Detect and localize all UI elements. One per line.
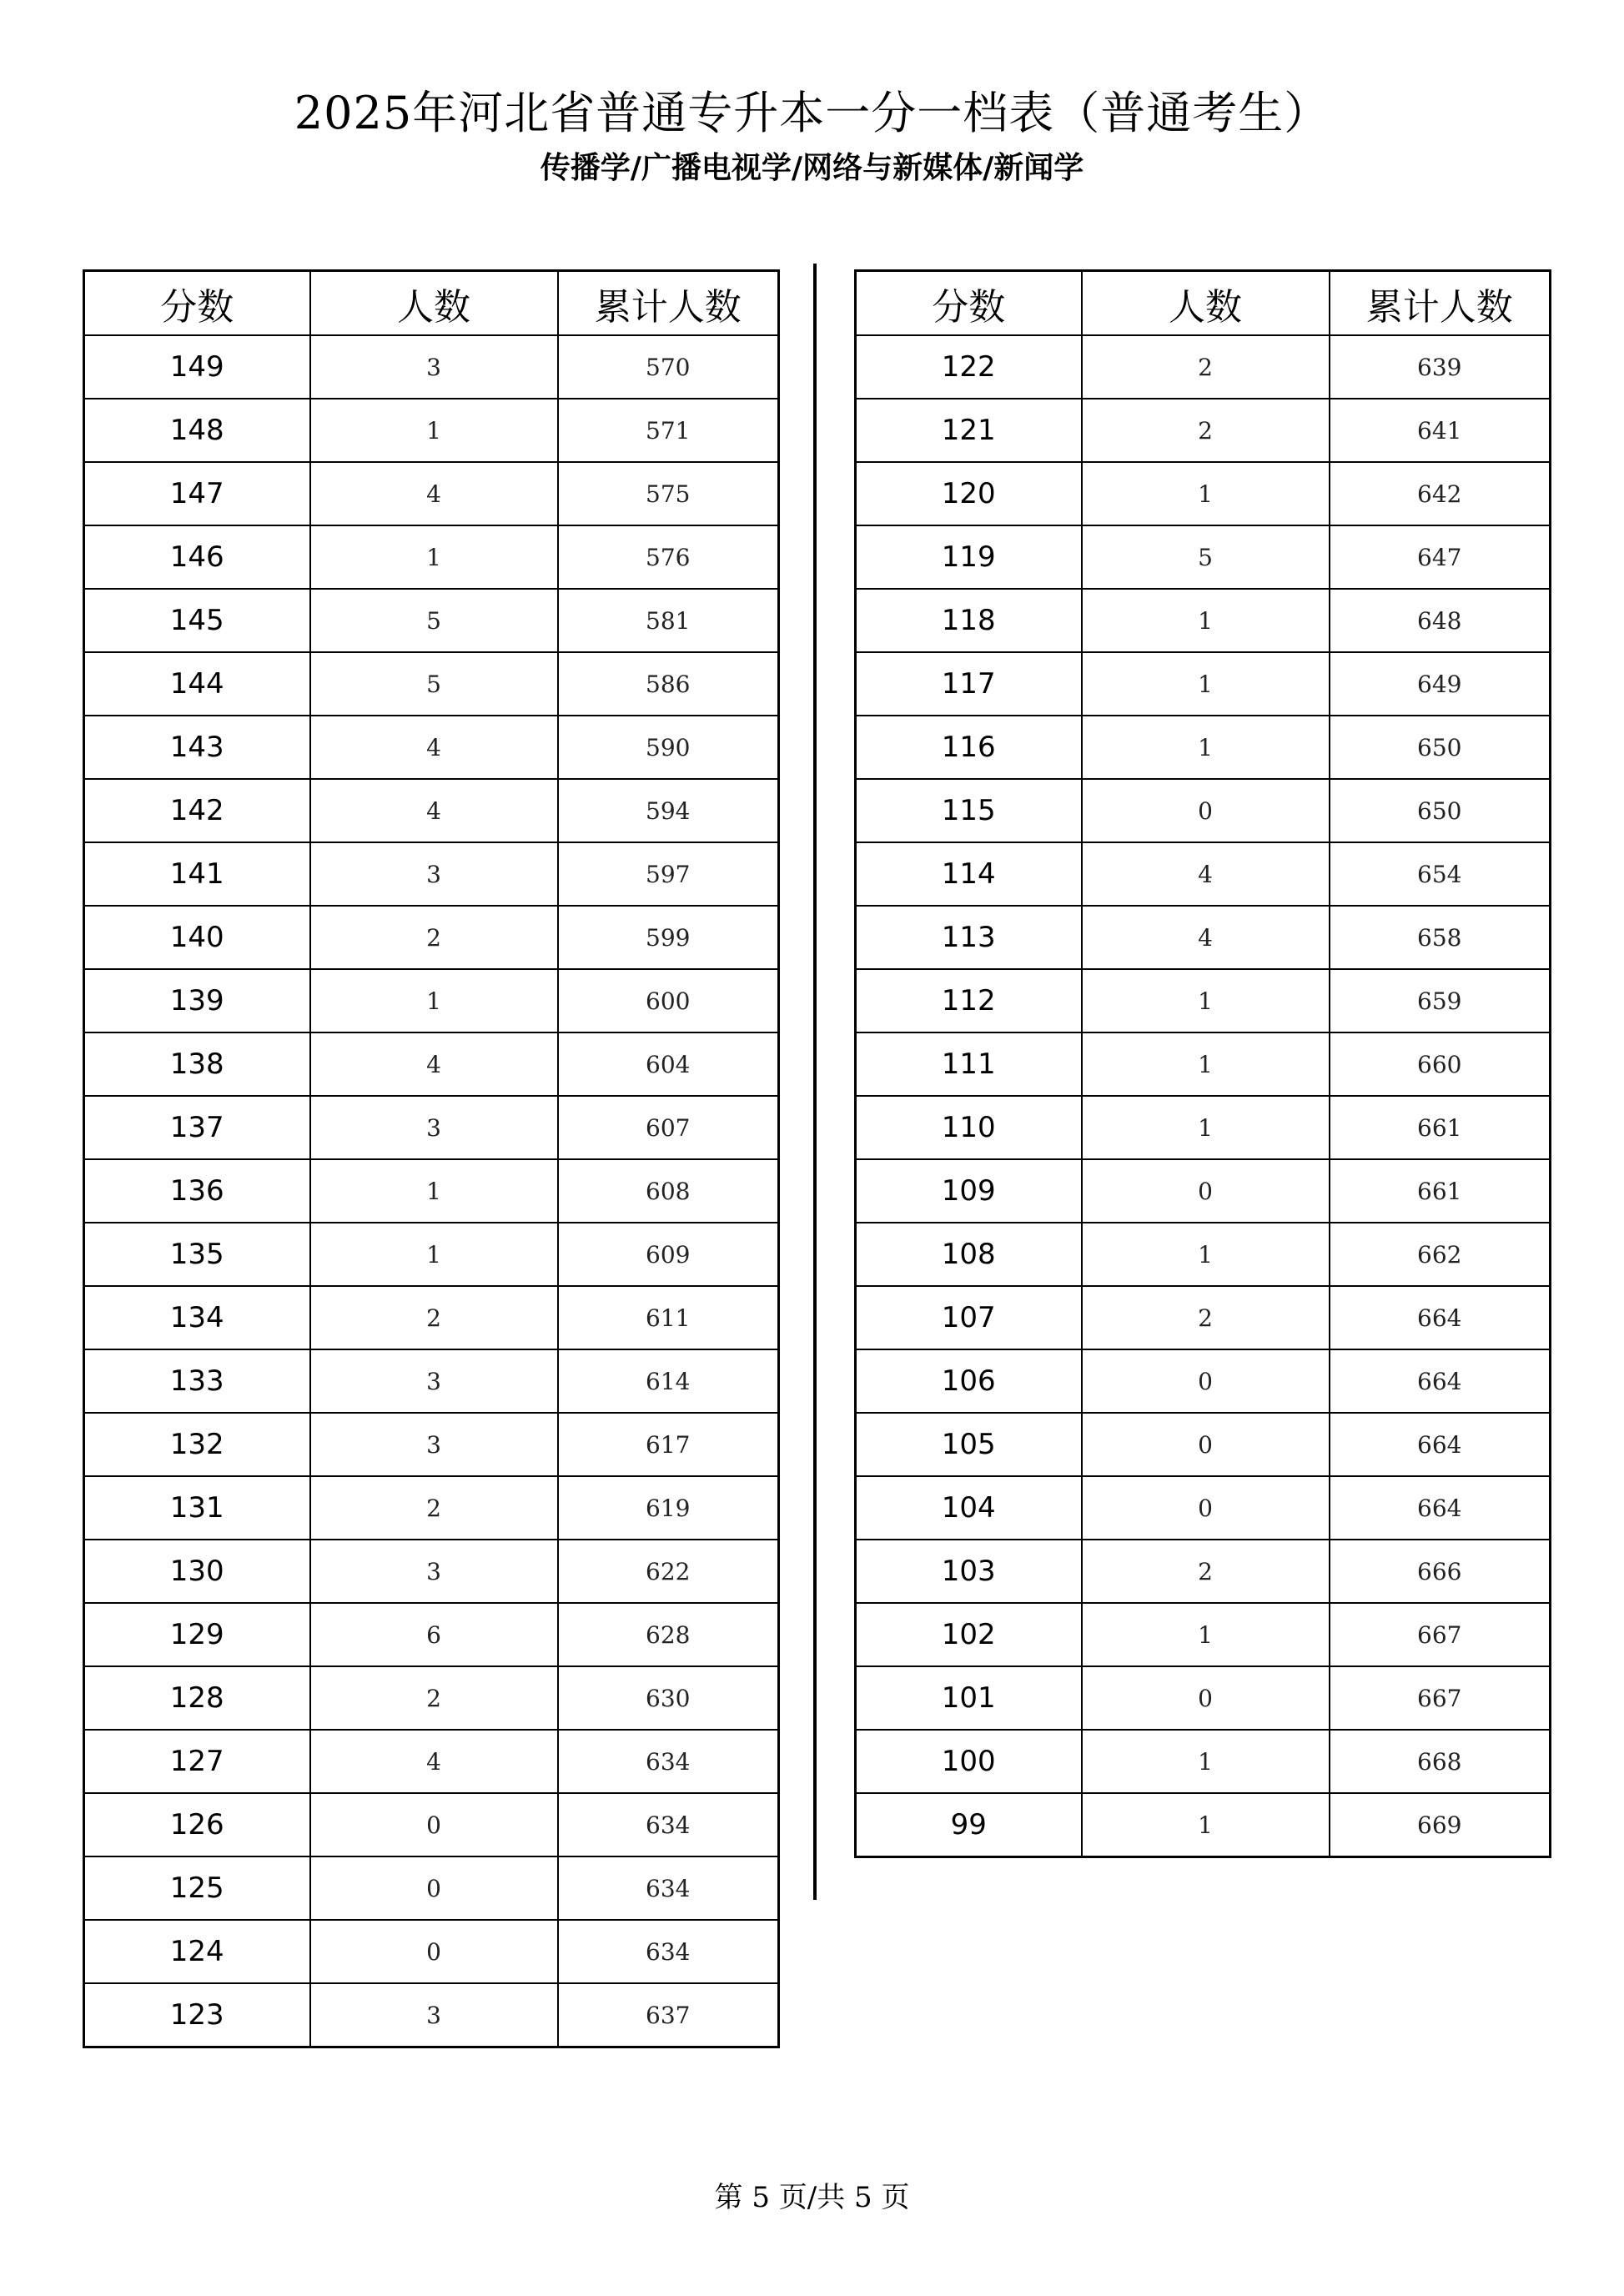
count-cell: 1 [310,525,558,589]
cumulative-cell: 634 [558,1920,779,1983]
table-row [856,1666,1551,1730]
cumulative-cell: 641 [1330,399,1551,462]
cumulative-cell: 650 [1330,779,1551,842]
table-row [84,525,779,589]
score-cell: 147 [84,462,310,525]
cumulative-cell: 664 [1330,1413,1551,1476]
score-cell: 127 [84,1730,310,1793]
cumulative-cell: 619 [558,1476,779,1540]
score-cell: 101 [856,1666,1082,1730]
score-cell: 133 [84,1349,310,1413]
table-row [856,1032,1551,1096]
score-cell: 117 [856,652,1082,716]
cumulative-cell: 654 [1330,842,1551,906]
count-cell: 1 [310,1159,558,1223]
count-cell: 3 [310,1349,558,1413]
cumulative-cell: 607 [558,1096,779,1159]
cumulative-cell: 581 [558,589,779,652]
table-row [856,1096,1551,1159]
table-body-right [856,335,1551,1857]
score-cell: 109 [856,1159,1082,1223]
score-cell: 138 [84,1032,310,1096]
table-row [84,1159,779,1223]
table-row [856,1730,1551,1793]
table-row [856,335,1551,399]
table-row [84,716,779,779]
cumulative-cell: 648 [1330,589,1551,652]
page-title: 2025年河北省普通专升本一分一档表（普通考生） [294,87,1330,139]
score-cell: 139 [84,969,310,1032]
cumulative-cell: 617 [558,1413,779,1476]
table-row [84,1540,779,1603]
table-row [856,779,1551,842]
table-row [856,1476,1551,1540]
count-cell: 2 [1082,399,1330,462]
cumulative-cell: 669 [1330,1793,1551,1857]
column-header-cumulative: 累计人数 [1330,271,1551,336]
column-divider [813,264,817,1900]
table-row [856,1413,1551,1476]
score-cell: 103 [856,1540,1082,1603]
table-row [84,969,779,1032]
table-row [84,1983,779,2047]
score-cell: 148 [84,399,310,462]
table-row [856,1223,1551,1286]
count-cell: 1 [1082,716,1330,779]
count-cell: 0 [1082,1159,1330,1223]
count-cell: 2 [310,1666,558,1730]
column-header-count: 人数 [310,271,558,336]
table-row [84,1666,779,1730]
table-row [856,842,1551,906]
score-cell: 105 [856,1413,1082,1476]
count-cell: 2 [1082,335,1330,399]
score-cell: 130 [84,1540,310,1603]
table-row [84,589,779,652]
table-row [84,1096,779,1159]
score-cell: 126 [84,1793,310,1856]
cumulative-cell: 650 [1330,716,1551,779]
cumulative-cell: 667 [1330,1603,1551,1666]
score-cell: 135 [84,1223,310,1286]
cumulative-cell: 634 [558,1793,779,1856]
cumulative-cell: 647 [1330,525,1551,589]
count-cell: 3 [310,1540,558,1603]
table-row [84,1793,779,1856]
count-cell: 5 [1082,525,1330,589]
table-row [856,652,1551,716]
count-cell: 2 [310,906,558,969]
table-row [84,1603,779,1666]
column-header-score: 分数 [856,271,1082,336]
count-cell: 1 [1082,1223,1330,1286]
count-cell: 1 [1082,1730,1330,1793]
score-cell: 136 [84,1159,310,1223]
table-row [84,335,779,399]
table-body-left [84,335,779,2047]
cumulative-cell: 658 [1330,906,1551,969]
count-cell: 4 [310,462,558,525]
table-row [84,1856,779,1920]
table-row [856,1349,1551,1413]
score-cell: 123 [84,1983,310,2047]
table-row [856,1603,1551,1666]
score-cell: 121 [856,399,1082,462]
score-cell: 120 [856,462,1082,525]
count-cell: 1 [1082,462,1330,525]
table-header-row [856,271,1551,336]
table-row [84,906,779,969]
count-cell: 6 [310,1603,558,1666]
score-cell: 143 [84,716,310,779]
count-cell: 5 [310,652,558,716]
table-row [84,1349,779,1413]
table-row [84,1920,779,1983]
cumulative-cell: 664 [1330,1476,1551,1540]
count-cell: 1 [310,969,558,1032]
cumulative-cell: 649 [1330,652,1551,716]
count-cell: 5 [310,589,558,652]
score-cell: 124 [84,1920,310,1983]
count-cell: 1 [1082,969,1330,1032]
table-row [856,969,1551,1032]
count-cell: 2 [310,1286,558,1349]
count-cell: 3 [310,1413,558,1476]
page-footer: 第 5 页/共 5 页 [714,2181,910,2214]
score-cell: 104 [856,1476,1082,1540]
score-table-left [83,269,780,2048]
score-cell: 129 [84,1603,310,1666]
cumulative-cell: 639 [1330,335,1551,399]
score-cell: 145 [84,589,310,652]
count-cell: 4 [310,779,558,842]
cumulative-cell: 597 [558,842,779,906]
count-cell: 0 [310,1793,558,1856]
score-cell: 128 [84,1666,310,1730]
count-cell: 3 [310,335,558,399]
table-row [84,1223,779,1286]
cumulative-cell: 594 [558,779,779,842]
cumulative-cell: 661 [1330,1159,1551,1223]
table-row [84,1286,779,1349]
table-row [856,589,1551,652]
cumulative-cell: 576 [558,525,779,589]
table-row [856,716,1551,779]
cumulative-cell: 666 [1330,1540,1551,1603]
table-row [856,1286,1551,1349]
cumulative-cell: 611 [558,1286,779,1349]
score-cell: 137 [84,1096,310,1159]
table-row [856,1540,1551,1603]
cumulative-cell: 634 [558,1856,779,1920]
cumulative-cell: 586 [558,652,779,716]
cumulative-cell: 642 [1330,462,1551,525]
count-cell: 0 [310,1856,558,1920]
page-subtitle: 传播学/广播电视学/网络与新媒体/新闻学 [540,151,1084,185]
table-row [84,1413,779,1476]
count-cell: 1 [1082,1032,1330,1096]
cumulative-cell: 660 [1330,1032,1551,1096]
cumulative-cell: 659 [1330,969,1551,1032]
count-cell: 0 [1082,1476,1330,1540]
count-cell: 0 [1082,1413,1330,1476]
score-cell: 108 [856,1223,1082,1286]
table-row [856,906,1551,969]
score-cell: 113 [856,906,1082,969]
cumulative-cell: 570 [558,335,779,399]
cumulative-cell: 575 [558,462,779,525]
count-cell: 3 [310,842,558,906]
score-cell: 141 [84,842,310,906]
score-cell: 116 [856,716,1082,779]
cumulative-cell: 628 [558,1603,779,1666]
cumulative-cell: 609 [558,1223,779,1286]
score-cell: 110 [856,1096,1082,1159]
table-row [84,842,779,906]
score-cell: 102 [856,1603,1082,1666]
column-header-score: 分数 [84,271,310,336]
table-row [856,1159,1551,1223]
cumulative-cell: 600 [558,969,779,1032]
table-row [84,399,779,462]
cumulative-cell: 664 [1330,1286,1551,1349]
count-cell: 1 [1082,652,1330,716]
cumulative-cell: 662 [1330,1223,1551,1286]
count-cell: 1 [310,1223,558,1286]
score-cell: 146 [84,525,310,589]
table-row [856,525,1551,589]
count-cell: 4 [310,1730,558,1793]
cumulative-cell: 634 [558,1730,779,1793]
count-cell: 1 [1082,589,1330,652]
count-cell: 0 [1082,1349,1330,1413]
score-cell: 144 [84,652,310,716]
score-cell: 99 [856,1793,1082,1857]
score-cell: 134 [84,1286,310,1349]
table-row [84,652,779,716]
score-table-right [854,269,1551,1858]
count-cell: 2 [310,1476,558,1540]
score-cell: 140 [84,906,310,969]
table-row [856,399,1551,462]
cumulative-cell: 630 [558,1666,779,1730]
count-cell: 0 [310,1920,558,1983]
count-cell: 3 [310,1983,558,2047]
count-cell: 1 [1082,1096,1330,1159]
count-cell: 2 [1082,1540,1330,1603]
score-cell: 125 [84,1856,310,1920]
count-cell: 1 [1082,1793,1330,1857]
count-cell: 4 [1082,842,1330,906]
table-row [856,1793,1551,1857]
score-cell: 112 [856,969,1082,1032]
score-cell: 107 [856,1286,1082,1349]
score-cell: 111 [856,1032,1082,1096]
table-row [84,462,779,525]
column-header-cumulative: 累计人数 [558,271,779,336]
cumulative-cell: 571 [558,399,779,462]
score-cell: 131 [84,1476,310,1540]
cumulative-cell: 599 [558,906,779,969]
cumulative-cell: 661 [1330,1096,1551,1159]
count-cell: 0 [1082,779,1330,842]
cumulative-cell: 668 [1330,1730,1551,1793]
count-cell: 1 [310,399,558,462]
score-cell: 119 [856,525,1082,589]
count-cell: 2 [1082,1286,1330,1349]
count-cell: 4 [310,716,558,779]
score-cell: 132 [84,1413,310,1476]
score-cell: 115 [856,779,1082,842]
score-cell: 142 [84,779,310,842]
table-row [856,462,1551,525]
score-cell: 100 [856,1730,1082,1793]
score-cell: 149 [84,335,310,399]
count-cell: 1 [1082,1603,1330,1666]
count-cell: 3 [310,1096,558,1159]
count-cell: 4 [310,1032,558,1096]
count-cell: 4 [1082,906,1330,969]
count-cell: 0 [1082,1666,1330,1730]
table-row [84,1032,779,1096]
table-header-row [84,271,779,336]
column-header-count: 人数 [1082,271,1330,336]
score-cell: 114 [856,842,1082,906]
cumulative-cell: 664 [1330,1349,1551,1413]
cumulative-cell: 637 [558,1983,779,2047]
table-row [84,779,779,842]
cumulative-cell: 622 [558,1540,779,1603]
table-row [84,1730,779,1793]
cumulative-cell: 604 [558,1032,779,1096]
cumulative-cell: 608 [558,1159,779,1223]
score-cell: 106 [856,1349,1082,1413]
score-cell: 118 [856,589,1082,652]
cumulative-cell: 590 [558,716,779,779]
table-row [84,1476,779,1540]
score-cell: 122 [856,335,1082,399]
cumulative-cell: 667 [1330,1666,1551,1730]
cumulative-cell: 614 [558,1349,779,1413]
